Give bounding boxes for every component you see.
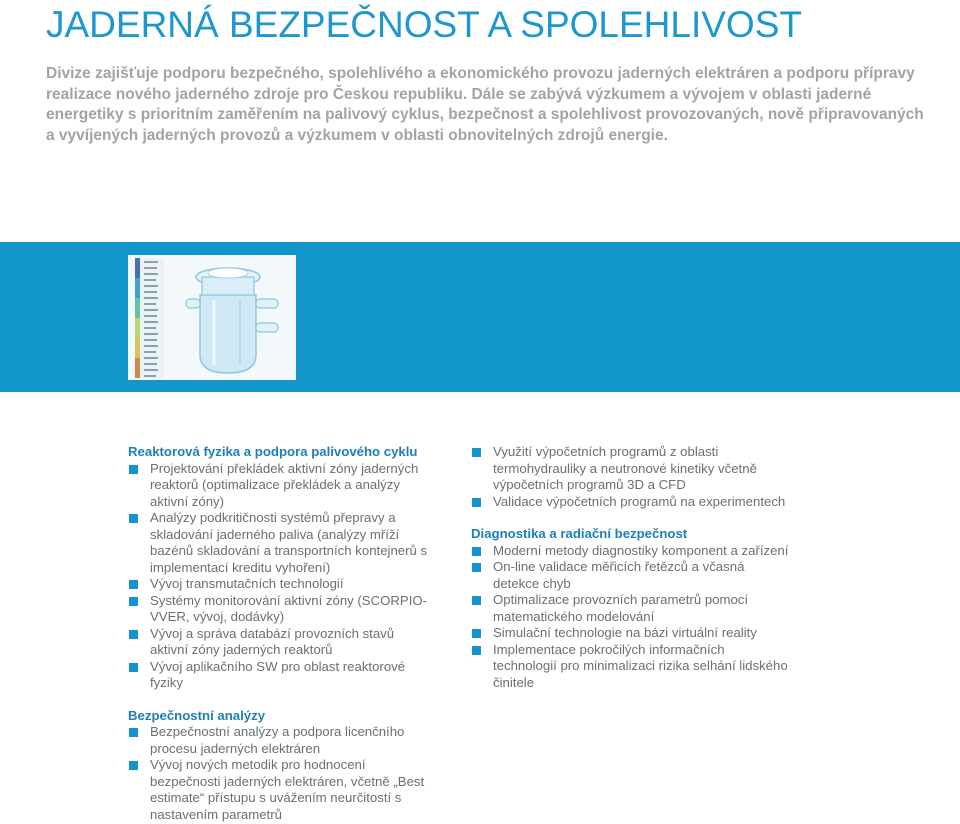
list-item xyxy=(471,494,791,511)
bullet-list xyxy=(471,444,791,510)
list-item-text: Vývoj a správa databází provozních stavů aktivní zóny jaderných reaktorů xyxy=(150,625,395,657)
reactor-model-illustration xyxy=(128,255,296,380)
square-bullet-icon xyxy=(129,514,138,523)
square-bullet-icon xyxy=(472,547,481,556)
square-bullet-icon xyxy=(472,563,481,572)
list-item-text: Bezpečnostní analýzy a podpora licenčního procesu jaderných elektráren xyxy=(150,724,405,756)
square-bullet-icon xyxy=(472,498,481,507)
square-bullet-icon xyxy=(129,597,138,606)
blue-banner xyxy=(0,242,960,392)
list-item-text: Validace výpočetních programů na experimentech xyxy=(493,493,786,509)
square-bullet-icon xyxy=(129,465,138,474)
list-item xyxy=(471,592,791,625)
list-item xyxy=(128,659,428,692)
list-item xyxy=(471,543,791,560)
square-bullet-icon xyxy=(129,728,138,737)
list-item-text: Implementace pokročilých informačních technologií pro minimalizaci rizika selhání lidského činitele xyxy=(493,641,788,690)
list-item xyxy=(128,576,428,593)
section-heading: Reaktorová fyzika a podpora palivového cyklu xyxy=(128,444,418,459)
square-bullet-icon xyxy=(129,580,138,589)
square-bullet-icon xyxy=(472,629,481,638)
square-bullet-icon xyxy=(129,630,138,639)
list-item-text: Systémy monitorování aktivní zóny (SCORPIO-VVER, vývoj, dodávky) xyxy=(150,592,428,624)
left-column xyxy=(128,444,428,823)
list-item xyxy=(128,626,428,659)
square-bullet-icon xyxy=(129,663,138,672)
square-bullet-icon xyxy=(472,448,481,457)
bullet-list xyxy=(471,543,791,692)
list-item xyxy=(128,757,428,823)
list-item xyxy=(128,724,428,757)
list-item xyxy=(128,510,428,576)
square-bullet-icon xyxy=(129,761,138,770)
list-item xyxy=(128,593,428,626)
square-bullet-icon xyxy=(472,646,481,655)
section-heading: Diagnostika a radiační bezpečnost xyxy=(471,526,688,541)
bullet-list xyxy=(128,461,428,692)
list-item xyxy=(471,559,791,592)
reactor-model-image xyxy=(128,255,296,380)
intro-paragraph: Divize zajišťuje podporu bezpečného, spolehlivého a ekonomického provozu jaderných elektráren a podporu přípravy realizace nového jaderného zdroje pro Českou republiku. Dále se zabývá výzkumem a vývojem v oblasti jaderné energetiky s prioritním zaměřením na palivový cyklus, bezpečnost a spolehlivost provozovaných, nově připravovaných a vyvíjených jaderných provozů a výzkumem v oblasti obnovitelných zdrojů energie. xyxy=(46,65,924,144)
list-item xyxy=(471,444,791,494)
list-item-text: Vývoj nových metodik pro hodnocení bezpečnosti jaderných elektráren, včetně „Best estimate“ přístupu s uvážením neurčitostí s nastavením parametrů xyxy=(150,757,425,822)
list-item-text: Optimalizace provozních parametrů pomocí matematického modelování xyxy=(493,592,749,624)
bullet-list xyxy=(128,724,428,823)
list-item-text: Vývoj transmutačních technologií xyxy=(150,576,344,591)
list-item-text: On-line validace měřicích řetězců a včasná detekce chyb xyxy=(493,559,745,591)
list-item-text: Simulační technologie na bázi virtuální reality xyxy=(493,625,757,640)
list-item xyxy=(128,461,428,511)
list-item-text: Moderní metody diagnostiky komponent a zařízení xyxy=(493,542,789,558)
page-title: JADERNÁ BEZPEČNOST A SPOLEHLIVOST xyxy=(46,4,802,45)
list-item-text: Vývoj aplikačního SW pro oblast reaktorové fyziky xyxy=(150,658,406,690)
list-item-text: Projektování překládek aktivní zóny jaderných reaktorů (optimalizace překládek a analýzy aktivní zóny) xyxy=(150,460,419,509)
list-item-text: Analýzy podkritičnosti systémů přepravy a skladování jaderného paliva (analýzy mříží bazénů skladování a transportních kontejnerů s implementací kreditu vyhoření) xyxy=(150,510,428,575)
square-bullet-icon xyxy=(472,596,481,605)
list-item xyxy=(471,642,791,692)
list-item xyxy=(471,625,791,642)
section-heading: Bezpečnostní analýzy xyxy=(128,707,266,723)
list-item-text: Využití výpočetních programů z oblasti termohydrauliky a neutronové kinetiky včetně výpočetních programů 3D a CFD xyxy=(493,444,757,492)
right-column xyxy=(471,444,791,691)
